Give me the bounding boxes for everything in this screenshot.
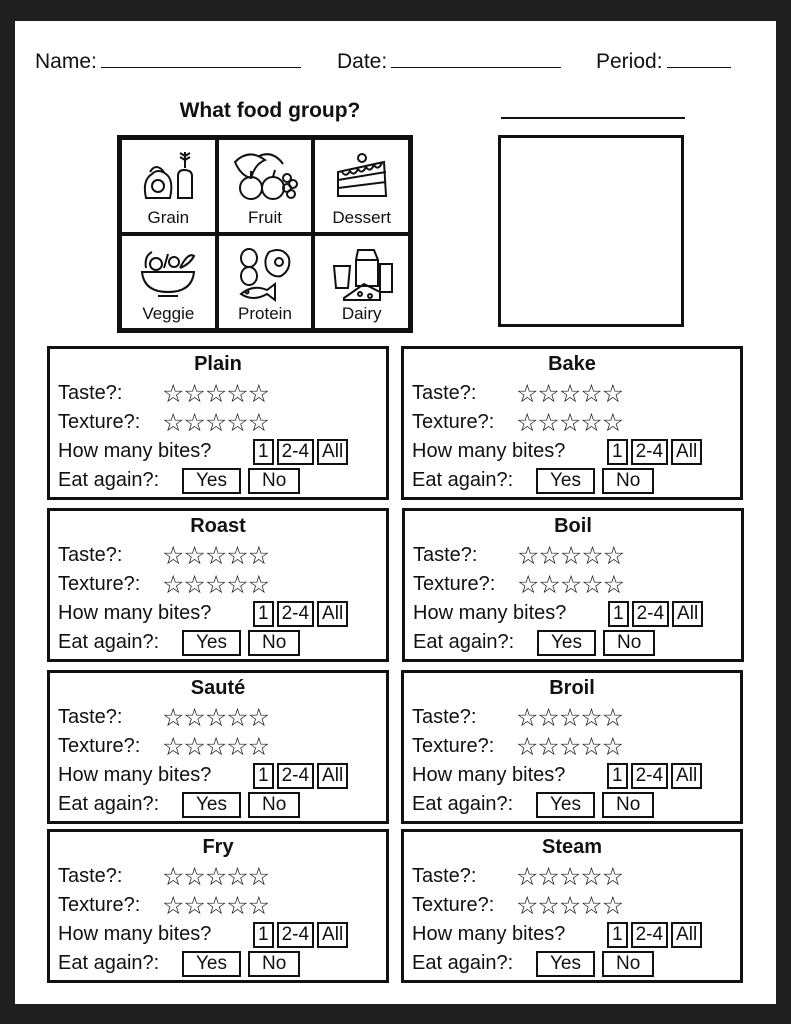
again-row [58, 631, 159, 654]
bites-option-one[interactable]: 1 [607, 922, 628, 948]
no-option[interactable]: No [602, 792, 654, 818]
dairy-icon [330, 246, 394, 302]
texture-row [412, 894, 494, 917]
taste-row [412, 706, 476, 729]
taste-stars[interactable]: ☆☆☆☆☆ [162, 542, 270, 570]
name-label: Name: [35, 50, 97, 73]
taste-row [412, 865, 476, 888]
card-title: Broil [549, 677, 595, 699]
taste-row [413, 544, 477, 567]
taste-stars[interactable]: ☆☆☆☆☆ [517, 542, 625, 570]
card-boil [402, 508, 744, 662]
card-roast [47, 508, 389, 662]
card-broil [401, 670, 743, 824]
no-option[interactable]: No [248, 951, 300, 977]
bites-option-some[interactable]: 2-4 [632, 601, 669, 627]
bites-label: How many bites? [58, 440, 212, 462]
bites-row [58, 440, 211, 463]
bites-row [58, 764, 211, 787]
card-title: Boil [554, 515, 592, 537]
no-option[interactable]: No [248, 630, 300, 656]
bites-option-all[interactable]: All [671, 763, 702, 789]
bites-option-some[interactable]: 2-4 [631, 439, 668, 465]
bites-option-some[interactable]: 2-4 [277, 922, 314, 948]
worksheet-page [15, 21, 776, 1004]
taste-stars[interactable]: ☆☆☆☆☆ [162, 704, 270, 732]
bites-row [412, 923, 565, 946]
again-options [536, 792, 657, 818]
veggie-bowl-icon [136, 246, 200, 300]
texture-label: Texture?: [58, 411, 141, 433]
again-row [412, 793, 513, 816]
texture-row [58, 894, 140, 917]
card-bake [401, 346, 743, 500]
drawing-box[interactable] [498, 135, 684, 327]
bites-row [58, 923, 211, 946]
bites-row [413, 602, 566, 625]
again-label: Eat again?: [413, 631, 515, 653]
again-label: Eat again?: [412, 469, 514, 491]
bites-options [608, 601, 706, 627]
card-title: Roast [190, 515, 246, 537]
bites-option-all[interactable]: All [317, 601, 348, 627]
no-option[interactable]: No [248, 792, 300, 818]
again-options [182, 951, 303, 977]
texture-stars[interactable]: ☆☆☆☆☆ [516, 409, 624, 437]
again-options [182, 630, 303, 656]
texture-stars[interactable]: ☆☆☆☆☆ [162, 733, 270, 761]
no-option[interactable]: No [603, 630, 655, 656]
texture-row [412, 735, 494, 758]
card-steam [401, 829, 743, 983]
yes-option[interactable]: Yes [182, 951, 241, 977]
bites-option-one[interactable]: 1 [607, 439, 628, 465]
bites-option-some[interactable]: 2-4 [277, 439, 314, 465]
yes-option[interactable]: Yes [536, 468, 595, 494]
taste-label: Taste?: [58, 382, 123, 404]
bites-option-some[interactable]: 2-4 [631, 922, 668, 948]
texture-row [412, 411, 494, 434]
date-field[interactable] [337, 49, 561, 74]
texture-label: Texture?: [58, 573, 141, 595]
again-options [182, 468, 303, 494]
food-group-label: Fruit [247, 208, 282, 227]
bites-label: How many bites? [58, 923, 212, 945]
bites-row [58, 602, 211, 625]
card-title: Steam [541, 836, 603, 858]
bites-label: How many bites? [58, 602, 212, 624]
bites-options [607, 763, 705, 789]
yes-option[interactable]: Yes [537, 630, 596, 656]
bites-options [607, 922, 705, 948]
date-blank[interactable] [391, 49, 561, 68]
texture-stars[interactable]: ☆☆☆☆☆ [162, 409, 270, 437]
again-options [536, 468, 657, 494]
date-label: Date: [337, 50, 388, 73]
bites-option-one[interactable]: 1 [253, 763, 274, 789]
again-row [412, 469, 513, 492]
card-title: Sauté [190, 677, 246, 699]
period-field[interactable] [596, 49, 731, 74]
bites-options [607, 439, 705, 465]
period-blank[interactable] [667, 49, 731, 68]
bites-option-all[interactable]: All [317, 439, 348, 465]
taste-label: Taste?: [58, 865, 123, 887]
bites-option-some[interactable]: 2-4 [277, 763, 314, 789]
bites-option-one[interactable]: 1 [607, 763, 628, 789]
taste-label: Taste?: [413, 544, 478, 566]
texture-row [413, 573, 495, 596]
taste-stars[interactable]: ☆☆☆☆☆ [516, 380, 624, 408]
no-option[interactable]: No [602, 951, 654, 977]
bites-row [412, 764, 565, 787]
again-label: Eat again?: [58, 952, 160, 974]
bites-label: How many bites? [413, 602, 567, 624]
bites-option-all[interactable]: All [672, 601, 703, 627]
taste-label: Taste?: [412, 865, 477, 887]
bites-option-one[interactable]: 1 [253, 601, 274, 627]
yes-option[interactable]: Yes [182, 792, 241, 818]
taste-row [58, 382, 122, 405]
food-group-grid [117, 135, 413, 333]
bites-options [253, 922, 351, 948]
bites-option-one[interactable]: 1 [253, 439, 274, 465]
food-group-label: Dairy [341, 304, 382, 323]
card-title: Bake [548, 353, 596, 375]
again-row [412, 952, 513, 975]
food-group-fruit[interactable] [217, 138, 314, 234]
taste-label: Taste?: [58, 706, 123, 728]
grain-icon [138, 150, 198, 202]
yes-option[interactable]: Yes [536, 951, 595, 977]
taste-label: Taste?: [412, 382, 477, 404]
bites-option-all[interactable]: All [671, 922, 702, 948]
texture-stars[interactable]: ☆☆☆☆☆ [516, 733, 624, 761]
food-group-dessert[interactable] [313, 138, 410, 234]
taste-stars[interactable]: ☆☆☆☆☆ [162, 380, 270, 408]
no-option[interactable]: No [248, 468, 300, 494]
protein-icon [233, 246, 297, 302]
food-group-grain[interactable] [120, 138, 217, 234]
bites-options [253, 601, 351, 627]
bites-option-one[interactable]: 1 [253, 922, 274, 948]
food-group-label: Protein [238, 304, 292, 323]
bites-option-one[interactable]: 1 [608, 601, 629, 627]
texture-row [58, 735, 140, 758]
taste-stars[interactable]: ☆☆☆☆☆ [162, 863, 270, 891]
bites-label: How many bites? [412, 440, 566, 462]
again-row [413, 631, 514, 654]
again-options [536, 951, 657, 977]
taste-label: Taste?: [58, 544, 123, 566]
again-row [58, 469, 159, 492]
texture-label: Texture?: [412, 411, 495, 433]
bites-label: How many bites? [412, 764, 566, 786]
again-options [182, 792, 303, 818]
bites-option-all[interactable]: All [671, 439, 702, 465]
texture-label: Texture?: [58, 894, 141, 916]
food-group-title: What food group? [179, 99, 361, 122]
food-group-label: Veggie [142, 304, 195, 323]
bites-option-some[interactable]: 2-4 [631, 763, 668, 789]
fruit-icon [229, 150, 301, 202]
texture-row [58, 573, 140, 596]
again-label: Eat again?: [412, 793, 514, 815]
bites-options [253, 439, 351, 465]
food-group-dairy[interactable] [313, 234, 410, 330]
name-blank[interactable] [101, 49, 301, 68]
card-title: Fry [202, 836, 234, 858]
card-plain [47, 346, 389, 500]
answer-blank[interactable] [501, 117, 685, 119]
food-group-label: Dessert [332, 208, 391, 227]
texture-label: Texture?: [413, 573, 496, 595]
card-saute [47, 670, 389, 824]
taste-stars[interactable]: ☆☆☆☆☆ [516, 704, 624, 732]
texture-stars[interactable]: ☆☆☆☆☆ [516, 892, 624, 920]
again-options [537, 630, 658, 656]
taste-row [58, 544, 122, 567]
food-group-protein[interactable] [217, 234, 314, 330]
bites-options [253, 763, 351, 789]
bites-row [412, 440, 565, 463]
name-field[interactable] [35, 49, 301, 74]
taste-label: Taste?: [412, 706, 477, 728]
texture-stars[interactable]: ☆☆☆☆☆ [517, 571, 625, 599]
cake-icon [332, 150, 392, 202]
again-label: Eat again?: [58, 631, 160, 653]
yes-option[interactable]: Yes [182, 468, 241, 494]
bites-option-all[interactable]: All [317, 763, 348, 789]
no-option[interactable]: No [602, 468, 654, 494]
food-group-veggie[interactable] [120, 234, 217, 330]
texture-label: Texture?: [412, 894, 495, 916]
texture-label: Texture?: [58, 735, 141, 757]
yes-option[interactable]: Yes [182, 630, 241, 656]
period-label: Period: [596, 50, 663, 73]
taste-row [58, 865, 122, 888]
again-label: Eat again?: [58, 793, 160, 815]
taste-row [58, 706, 122, 729]
food-group-label: Grain [147, 208, 190, 227]
again-row [58, 952, 159, 975]
texture-stars[interactable]: ☆☆☆☆☆ [162, 571, 270, 599]
texture-stars[interactable]: ☆☆☆☆☆ [162, 892, 270, 920]
bites-label: How many bites? [58, 764, 212, 786]
taste-stars[interactable]: ☆☆☆☆☆ [516, 863, 624, 891]
again-row [58, 793, 159, 816]
texture-row [58, 411, 140, 434]
taste-row [412, 382, 476, 405]
card-title: Plain [194, 353, 242, 375]
yes-option[interactable]: Yes [536, 792, 595, 818]
bites-option-some[interactable]: 2-4 [277, 601, 314, 627]
texture-label: Texture?: [412, 735, 495, 757]
card-fry [47, 829, 389, 983]
bites-label: How many bites? [412, 923, 566, 945]
bites-option-all[interactable]: All [317, 922, 348, 948]
again-label: Eat again?: [412, 952, 514, 974]
again-label: Eat again?: [58, 469, 160, 491]
